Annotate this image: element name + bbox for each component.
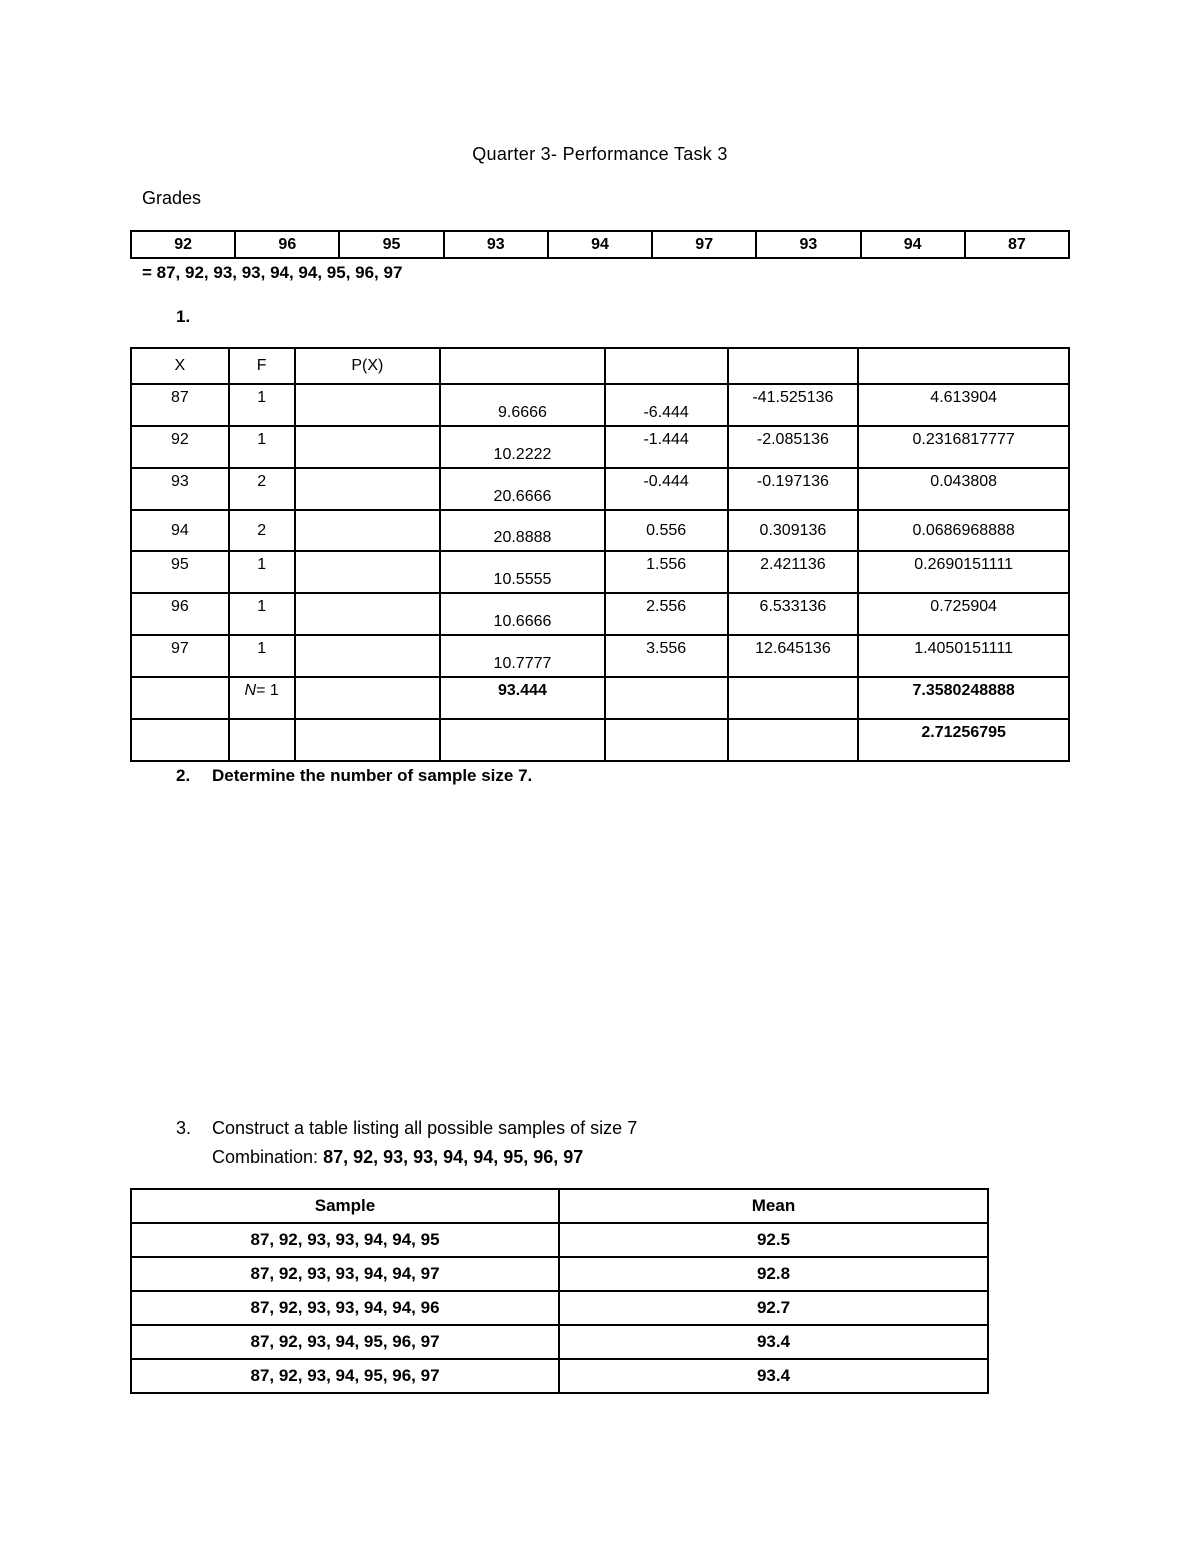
- table-row: [131, 1359, 988, 1393]
- question-2-text: Determine the number of sample size 7.: [212, 766, 533, 785]
- table-header-row: [131, 1189, 988, 1223]
- sample-mean-table: [130, 1188, 989, 1394]
- grade-cell: 94: [548, 231, 652, 258]
- grade-cell: 93: [444, 231, 548, 258]
- px-cell: [295, 426, 441, 468]
- cubed-cell: -41.525136: [728, 384, 859, 426]
- question-3-number: 3.: [176, 1118, 192, 1138]
- f-cell: 1: [229, 635, 295, 677]
- question-1-number: 1.: [176, 307, 191, 326]
- standard-deviation-cell: 2.71256795: [858, 719, 1069, 761]
- sample-cell: 87, 92, 93, 93, 94, 94, 95: [131, 1223, 559, 1257]
- cubed-cell: -0.197136: [728, 468, 859, 510]
- deviation-cell: 1.556: [605, 551, 728, 593]
- f-cell: 1: [229, 593, 295, 635]
- f-cell: 1: [229, 551, 295, 593]
- sample-cell: 87, 92, 93, 94, 95, 96, 97: [131, 1359, 559, 1393]
- blank-cell: [295, 719, 441, 761]
- n-total-cell: [229, 677, 295, 719]
- blank-cell: [728, 719, 859, 761]
- cubed-cell: 6.533136: [728, 593, 859, 635]
- blank-cell: [131, 719, 229, 761]
- weighted-cell: 1.4050151111: [858, 635, 1069, 677]
- px-cell: [295, 510, 441, 551]
- f-cell: 2: [229, 468, 295, 510]
- weighted-cell: 4.613904: [858, 384, 1069, 426]
- question-3-text: Construct a table listing all possible samples of size 7: [212, 1118, 638, 1138]
- question-2-number: 2.: [176, 766, 191, 785]
- table-row: [131, 510, 1069, 551]
- f-cell: 1: [229, 426, 295, 468]
- blank-cell: [440, 719, 605, 761]
- grade-cell: 97: [652, 231, 756, 258]
- sample-cell: 87, 92, 93, 94, 95, 96, 97: [131, 1325, 559, 1359]
- header-f: F: [229, 348, 295, 384]
- blank-cell: [131, 677, 229, 719]
- xpx-cell: 20.8888: [440, 510, 605, 551]
- blank-cell: [295, 677, 441, 719]
- deviation-cell: -6.444: [605, 384, 728, 426]
- grade-cell: 87: [965, 231, 1069, 258]
- x-cell: 93: [131, 468, 229, 510]
- px-cell: [295, 593, 441, 635]
- combination-line: [212, 1147, 583, 1168]
- cubed-cell: 12.645136: [728, 635, 859, 677]
- table-row: [131, 593, 1069, 635]
- combination-values: 87, 92, 93, 93, 94, 94, 95, 96, 97: [323, 1147, 584, 1167]
- grade-cell: 96: [235, 231, 339, 258]
- weighted-cell: 0.043808: [858, 468, 1069, 510]
- table-row: [131, 426, 1069, 468]
- table-row: [131, 551, 1069, 593]
- mean-cell: 92.7: [559, 1291, 988, 1325]
- header-blank: [440, 348, 605, 384]
- x-cell: 92: [131, 426, 229, 468]
- grade-cell: 95: [339, 231, 443, 258]
- sorted-grades: = 87, 92, 93, 93, 94, 94, 95, 96, 97: [142, 263, 403, 282]
- x-cell: 97: [131, 635, 229, 677]
- xpx-cell: 10.6666: [440, 593, 605, 635]
- deviation-cell: 2.556: [605, 593, 728, 635]
- header-mean: Mean: [559, 1189, 988, 1223]
- deviation-cell: 0.556: [605, 510, 728, 551]
- table-row: [131, 384, 1069, 426]
- cubed-cell: -2.085136: [728, 426, 859, 468]
- grade-cell: 94: [861, 231, 965, 258]
- header-x: X: [131, 348, 229, 384]
- blank-cell: [605, 677, 728, 719]
- f-cell: 2: [229, 510, 295, 551]
- weighted-cell: 0.2690151111: [858, 551, 1069, 593]
- px-cell: [295, 468, 441, 510]
- px-cell: [295, 635, 441, 677]
- deviation-cell: -1.444: [605, 426, 728, 468]
- blank-cell: [229, 719, 295, 761]
- table-row: [131, 468, 1069, 510]
- combination-label: Combination:: [212, 1147, 319, 1167]
- table-header-row: [131, 348, 1069, 384]
- deviation-cell: 3.556: [605, 635, 728, 677]
- header-blank: [605, 348, 728, 384]
- table-row: [131, 1325, 988, 1359]
- header-px: P(X): [295, 348, 441, 384]
- f-cell: 1: [229, 384, 295, 426]
- xpx-cell: 20.6666: [440, 468, 605, 510]
- mean-cell: 93.4: [559, 1325, 988, 1359]
- xpx-cell: 9.6666: [440, 384, 605, 426]
- table-row: [131, 635, 1069, 677]
- cubed-cell: 0.309136: [728, 510, 859, 551]
- sample-cell: 87, 92, 93, 93, 94, 94, 97: [131, 1257, 559, 1291]
- table-row: [131, 1257, 988, 1291]
- page-title: Quarter 3- Performance Task 3: [472, 144, 728, 164]
- sd-row: [131, 719, 1069, 761]
- mean-cell: 93.4: [559, 1359, 988, 1393]
- weighted-cell: 0.2316817777: [858, 426, 1069, 468]
- px-cell: [295, 384, 441, 426]
- grades-table: [130, 230, 1070, 259]
- header-sample: Sample: [131, 1189, 559, 1223]
- mean-cell: 92.5: [559, 1223, 988, 1257]
- xpx-cell: 10.5555: [440, 551, 605, 593]
- grade-cell: 93: [756, 231, 860, 258]
- question-3: [176, 1118, 638, 1139]
- x-cell: 87: [131, 384, 229, 426]
- mean-cell: 92.8: [559, 1257, 988, 1291]
- probability-distribution-table: [130, 347, 1070, 762]
- x-cell: 94: [131, 510, 229, 551]
- n-symbol: N: [244, 682, 257, 699]
- mean-total-cell: 93.444: [440, 677, 605, 719]
- deviation-cell: -0.444: [605, 468, 728, 510]
- grades-label: Grades: [142, 188, 202, 208]
- n-value: = 1: [256, 682, 279, 699]
- weighted-cell: 0.725904: [858, 593, 1069, 635]
- blank-cell: [728, 677, 859, 719]
- table-row: [131, 1291, 988, 1325]
- sample-cell: 87, 92, 93, 93, 94, 94, 96: [131, 1291, 559, 1325]
- header-blank: [858, 348, 1069, 384]
- grade-cell: 92: [131, 231, 235, 258]
- header-blank: [728, 348, 859, 384]
- blank-cell: [605, 719, 728, 761]
- table-row: [131, 231, 1069, 258]
- table-row: [131, 1223, 988, 1257]
- px-cell: [295, 551, 441, 593]
- variance-total-cell: 7.3580248888: [858, 677, 1069, 719]
- xpx-cell: 10.7777: [440, 635, 605, 677]
- xpx-cell: 10.2222: [440, 426, 605, 468]
- cubed-cell: 2.421136: [728, 551, 859, 593]
- x-cell: 95: [131, 551, 229, 593]
- x-cell: 96: [131, 593, 229, 635]
- total-row: [131, 677, 1069, 719]
- question-2: [176, 766, 533, 786]
- weighted-cell: 0.0686968888: [858, 510, 1069, 551]
